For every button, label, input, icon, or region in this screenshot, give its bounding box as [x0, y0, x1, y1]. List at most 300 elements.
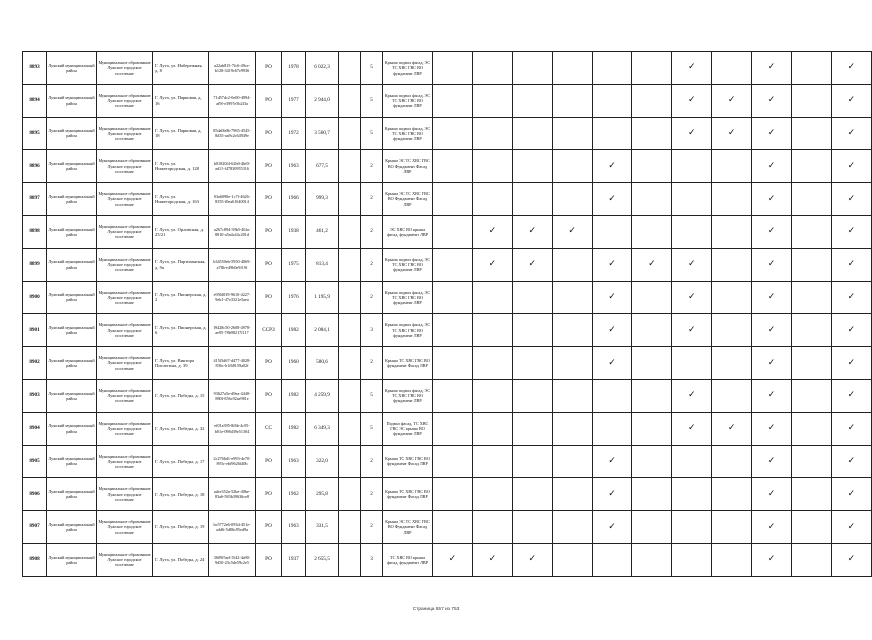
year-cell: 1975	[282, 248, 306, 281]
blank-cell	[339, 445, 361, 478]
checkmark-cell: ✓	[632, 248, 672, 281]
checkmark-cell	[552, 478, 592, 511]
floors-cell: 5	[361, 52, 383, 85]
checkmark-cell: ✓	[512, 248, 552, 281]
checkmark-cell	[552, 511, 592, 544]
checkmark-cell	[792, 379, 832, 412]
checkmark-cell: ✓	[752, 379, 792, 412]
checkmark-cell: ✓	[592, 314, 632, 347]
area-cell: 2 084,1	[306, 314, 339, 347]
checkmark-cell	[472, 281, 512, 314]
checkmark-cell	[472, 52, 512, 85]
checkmark-cell	[433, 412, 473, 445]
checkmark-cell: ✓	[831, 117, 871, 150]
guid-cell: 85da0b0b-7965-4545-8d35-aa9c2c64949e	[209, 117, 256, 150]
blank-cell	[339, 379, 361, 412]
blank-cell	[339, 215, 361, 248]
checkmark-cell	[792, 478, 832, 511]
municipality-cell: Муниципальное образование Лужское городское поселение	[97, 478, 153, 511]
year-cell: 1978	[282, 52, 306, 85]
area-cell: 2 655,5	[306, 543, 339, 576]
municipality-cell: Муниципальное образование Лужское городское поселение	[97, 314, 153, 347]
checkmark-cell	[433, 117, 473, 150]
address-cell: Г. Луга, ул. Орловская, д. 25/21	[153, 215, 209, 248]
municipality-cell: Муниципальное образование Лужское городское поселение	[97, 52, 153, 85]
blank-cell	[339, 478, 361, 511]
year-cell: 1982	[282, 379, 306, 412]
year-cell: 1938	[282, 215, 306, 248]
row-number: 8896	[23, 150, 47, 183]
checkmark-cell	[472, 84, 512, 117]
checkmark-cell: ✓	[592, 347, 632, 380]
checkmark-cell	[552, 183, 592, 216]
checkmark-cell	[472, 150, 512, 183]
checkmark-cell	[552, 445, 592, 478]
floors-cell: 2	[361, 445, 383, 478]
checkmark-cell	[632, 215, 672, 248]
blank-cell	[339, 281, 361, 314]
checkmark-cell: ✓	[552, 215, 592, 248]
checkmark-cell	[512, 347, 552, 380]
checkmark-cell: ✓	[752, 215, 792, 248]
fund-type-cell: РО	[256, 117, 282, 150]
checkmark-cell: ✓	[512, 215, 552, 248]
checkmark-cell: ✓	[672, 117, 712, 150]
floors-cell: 5	[361, 84, 383, 117]
district-cell: Лужский муниципальный район	[47, 478, 97, 511]
area-cell: 677,5	[306, 150, 339, 183]
district-cell: Лужский муниципальный район	[47, 314, 97, 347]
checkmark-cell	[552, 314, 592, 347]
district-cell: Лужский муниципальный район	[47, 412, 97, 445]
checkmark-cell: ✓	[831, 347, 871, 380]
checkmark-cell	[792, 412, 832, 445]
fund-type-cell: РО	[256, 281, 282, 314]
checkmark-cell: ✓	[831, 52, 871, 85]
floors-cell: 2	[361, 478, 383, 511]
checkmark-cell	[433, 150, 473, 183]
guid-cell: 03a6090e-1c7f-4626-8355-f0ea61640014	[209, 183, 256, 216]
fund-type-cell: РО	[256, 445, 282, 478]
checkmark-cell	[433, 347, 473, 380]
checkmark-cell	[632, 52, 672, 85]
year-cell: 1976	[282, 281, 306, 314]
checkmark-cell	[592, 543, 632, 576]
checkmark-cell	[592, 215, 632, 248]
checkmark-cell: ✓	[472, 248, 512, 281]
checkmark-cell	[472, 379, 512, 412]
checkmark-cell: ✓	[592, 511, 632, 544]
area-cell: 6 349,3	[306, 412, 339, 445]
checkmark-cell	[552, 150, 592, 183]
checkmark-cell	[472, 412, 512, 445]
checkmark-cell	[712, 281, 752, 314]
floors-cell: 2	[361, 215, 383, 248]
checkmark-cell	[433, 511, 473, 544]
floors-cell: 2	[361, 281, 383, 314]
checkmark-cell	[433, 445, 473, 478]
municipality-cell: Муниципальное образование Лужское городское поселение	[97, 379, 153, 412]
works-cell: Крыша подвал фасад, ЭС ТС ХВС ГВС ВО фундамент ЛВР	[383, 117, 433, 150]
checkmark-cell	[552, 52, 592, 85]
year-cell: 1963	[282, 511, 306, 544]
district-cell: Лужский муниципальный район	[47, 183, 97, 216]
checkmark-cell	[712, 379, 752, 412]
checkmark-cell	[712, 52, 752, 85]
checkmark-cell	[792, 215, 832, 248]
checkmark-cell	[512, 84, 552, 117]
checkmark-cell	[512, 314, 552, 347]
checkmark-cell: ✓	[592, 248, 632, 281]
table-row	[23, 117, 872, 150]
checkmark-cell: ✓	[433, 543, 473, 576]
fund-type-cell: РО	[256, 347, 282, 380]
checkmark-cell: ✓	[472, 215, 512, 248]
checkmark-cell: ✓	[752, 281, 792, 314]
checkmark-cell: ✓	[752, 543, 792, 576]
checkmark-cell	[712, 314, 752, 347]
fund-type-cell: РО	[256, 183, 282, 216]
checkmark-cell	[433, 281, 473, 314]
checkmark-cell: ✓	[672, 412, 712, 445]
municipality-cell: Муниципальное образование Лужское городское поселение	[97, 215, 153, 248]
checkmark-cell	[512, 150, 552, 183]
blank-cell	[339, 248, 361, 281]
fund-type-cell: РО	[256, 52, 282, 85]
checkmark-cell: ✓	[752, 52, 792, 85]
checkmark-cell	[552, 117, 592, 150]
works-cell: ТС ХВС ВО крыша фасад, фундамент ЛВР	[383, 543, 433, 576]
works-cell: Крыша подвал фасад, ЭС ТС ХВС ГВС ВО фундамент ЛВР	[383, 84, 433, 117]
works-cell: Крыша подвал фасад, ЭС ТС ХВС ГВС ВО фундамент ЛВР	[383, 248, 433, 281]
checkmark-cell	[512, 379, 552, 412]
blank-cell	[339, 511, 361, 544]
municipality-cell: Муниципальное образование Лужское городское поселение	[97, 412, 153, 445]
address-cell: Г. Луга, ул. Победы, д. 17	[153, 445, 209, 478]
guid-cell: b34550eb-5950-4069-a78b-e49b0e9f19f	[209, 248, 256, 281]
checkmark-cell	[433, 215, 473, 248]
guid-cell: 2c2766d1-e993-4e70-893c-ebf9626f40b	[209, 445, 256, 478]
checkmark-cell	[672, 347, 712, 380]
address-cell: Г. Луга, ул. Парковая, д. 18	[153, 117, 209, 150]
checkmark-cell	[552, 281, 592, 314]
checkmark-cell: ✓	[831, 543, 871, 576]
blank-cell	[339, 84, 361, 117]
checkmark-cell	[632, 117, 672, 150]
table-row	[23, 379, 872, 412]
municipality-cell: Муниципальное образование Лужское городское поселение	[97, 445, 153, 478]
table-row	[23, 478, 872, 511]
checkmark-cell	[632, 511, 672, 544]
checkmark-cell	[792, 117, 832, 150]
row-number: 8902	[23, 347, 47, 380]
checkmark-cell	[672, 183, 712, 216]
floors-cell: 3	[361, 543, 383, 576]
checkmark-cell: ✓	[831, 281, 871, 314]
area-cell: 999,3	[306, 183, 339, 216]
fund-type-cell: РО	[256, 248, 282, 281]
checkmark-cell	[632, 478, 672, 511]
checkmark-cell: ✓	[831, 314, 871, 347]
floors-cell: 5	[361, 412, 383, 445]
checkmark-cell: ✓	[592, 183, 632, 216]
works-cell: Крыша подвал фасад, ЭС ТС ХВС ГВС ВО фундамент ЛВР	[383, 281, 433, 314]
checkmark-cell	[433, 52, 473, 85]
checkmark-cell: ✓	[831, 379, 871, 412]
district-cell: Лужский муниципальный район	[47, 84, 97, 117]
row-number: 8898	[23, 215, 47, 248]
year-cell: 1972	[282, 117, 306, 150]
district-cell: Лужский муниципальный район	[47, 215, 97, 248]
checkmark-cell: ✓	[752, 478, 792, 511]
blank-cell	[339, 183, 361, 216]
checkmark-cell	[792, 543, 832, 576]
checkmark-cell: ✓	[752, 183, 792, 216]
works-cell: ЭС ХВС ВО крыша фасад, фундамент ЛВР	[383, 215, 433, 248]
fund-type-cell: СС	[256, 412, 282, 445]
address-cell: Г. Луга, ул. Виктора Пислегина, д. 39	[153, 347, 209, 380]
checkmark-cell: ✓	[592, 150, 632, 183]
row-number: 8894	[23, 84, 47, 117]
checkmark-cell	[632, 314, 672, 347]
checkmark-cell: ✓	[592, 478, 632, 511]
checkmark-cell	[552, 248, 592, 281]
guid-cell: 93627a5e-d9ea-4440-880f-656c92ae981e	[209, 379, 256, 412]
guid-cell: f9428c50-2608-4978-ae95-78b98217f117	[209, 314, 256, 347]
floors-cell: 2	[361, 248, 383, 281]
checkmark-cell	[712, 150, 752, 183]
checkmark-cell	[592, 379, 632, 412]
checkmark-cell	[592, 412, 632, 445]
year-cell: 1982	[282, 412, 306, 445]
checkmark-cell	[712, 183, 752, 216]
year-cell: 1960	[282, 347, 306, 380]
checkmark-cell	[792, 511, 832, 544]
checkmark-cell	[592, 52, 632, 85]
year-cell: 1937	[282, 543, 306, 576]
year-cell: 1982	[282, 314, 306, 347]
checkmark-cell	[472, 183, 512, 216]
area-cell: 2 944,0	[306, 84, 339, 117]
checkmark-cell: ✓	[712, 117, 752, 150]
fund-type-cell: ССРЗ	[256, 314, 282, 347]
works-cell: Крыша подвал фасад, ЭС ТС ХВС ГВС ВО фундамент ЛВР	[383, 52, 433, 85]
checkmark-cell	[552, 347, 592, 380]
address-cell: Г. Луга, ул. Победы, д. 32	[153, 412, 209, 445]
table-row	[23, 445, 872, 478]
checkmark-cell	[512, 117, 552, 150]
table-row	[23, 215, 872, 248]
guid-cell: e956f039-9610-4227-9eb1-47e3321e5aea	[209, 281, 256, 314]
fund-type-cell: РО	[256, 215, 282, 248]
guid-cell: bc5772e6-093d-451e-a4d6-5d86c95ed9a	[209, 511, 256, 544]
floors-cell: 3	[361, 314, 383, 347]
checkmark-cell	[472, 478, 512, 511]
checkmark-cell	[672, 478, 712, 511]
year-cell: 1963	[282, 150, 306, 183]
row-number: 8900	[23, 281, 47, 314]
row-number: 8901	[23, 314, 47, 347]
municipality-cell: Муниципальное образование Лужское городское поселение	[97, 281, 153, 314]
checkmark-cell: ✓	[712, 84, 752, 117]
area-cell: 6 022,3	[306, 52, 339, 85]
area-cell: 295,8	[306, 478, 339, 511]
floors-cell: 2	[361, 150, 383, 183]
area-cell: 813,4	[306, 248, 339, 281]
checkmark-cell	[632, 379, 672, 412]
checkmark-cell	[712, 215, 752, 248]
row-number: 8908	[23, 543, 47, 576]
checkmark-cell	[433, 314, 473, 347]
checkmark-cell	[592, 117, 632, 150]
checkmark-cell	[712, 445, 752, 478]
checkmark-cell: ✓	[752, 117, 792, 150]
floors-cell: 5	[361, 379, 383, 412]
checkmark-cell	[632, 412, 672, 445]
address-cell: Г. Луга, ул. Партизанская, д. 9а	[153, 248, 209, 281]
table-row	[23, 543, 872, 576]
municipality-cell: Муниципальное образование Лужское городское поселение	[97, 183, 153, 216]
guid-cell: a267c894-39b5-46fa-8810-a5a4c44c201d	[209, 215, 256, 248]
checkmark-cell	[512, 52, 552, 85]
checkmark-cell: ✓	[831, 215, 871, 248]
blank-cell	[339, 314, 361, 347]
area-cell: 461,2	[306, 215, 339, 248]
checkmark-cell	[512, 445, 552, 478]
row-number: 8905	[23, 445, 47, 478]
checkmark-cell	[712, 347, 752, 380]
table-row	[23, 314, 872, 347]
checkmark-cell	[632, 445, 672, 478]
checkmark-cell	[552, 379, 592, 412]
works-cell: Подвал фасад, ТС ХВС ГВС ЭС крыша ВО фундамент ЛВР	[383, 412, 433, 445]
page-number-footer: Страница 557 из 753	[412, 607, 460, 612]
works-cell: Крыша подвал фасад, ЭС ТС ХВС ГВС ВО фундамент ЛВР	[383, 314, 433, 347]
checkmark-cell: ✓	[831, 84, 871, 117]
floors-cell: 2	[361, 511, 383, 544]
municipality-cell: Муниципальное образование Лужское городское поселение	[97, 511, 153, 544]
checkmark-cell: ✓	[831, 150, 871, 183]
area-cell: 580,6	[306, 347, 339, 380]
checkmark-cell	[592, 84, 632, 117]
blank-cell	[339, 543, 361, 576]
row-number: 8904	[23, 412, 47, 445]
district-cell: Лужский муниципальный район	[47, 347, 97, 380]
checkmark-cell	[632, 150, 672, 183]
checkmark-cell: ✓	[831, 445, 871, 478]
floors-cell: 5	[361, 117, 383, 150]
row-number: 8903	[23, 379, 47, 412]
fund-type-cell: РО	[256, 511, 282, 544]
fund-type-cell: РО	[256, 150, 282, 183]
checkmark-cell	[632, 84, 672, 117]
table-row	[23, 511, 872, 544]
year-cell: 1966	[282, 183, 306, 216]
district-cell: Лужский муниципальный район	[47, 543, 97, 576]
municipality-cell: Муниципальное образование Лужское городское поселение	[97, 150, 153, 183]
checkmark-cell	[632, 543, 672, 576]
row-number: 8895	[23, 117, 47, 150]
checkmark-cell: ✓	[752, 511, 792, 544]
checkmark-cell: ✓	[592, 281, 632, 314]
checkmark-cell	[672, 445, 712, 478]
checkmark-cell	[792, 52, 832, 85]
row-number: 8897	[23, 183, 47, 216]
checkmark-cell	[792, 84, 832, 117]
checkmark-cell	[672, 215, 712, 248]
checkmark-cell	[712, 248, 752, 281]
table-row	[23, 150, 872, 183]
blank-cell	[339, 52, 361, 85]
checkmark-cell	[672, 543, 712, 576]
checkmark-cell	[712, 478, 752, 511]
checkmark-cell	[792, 248, 832, 281]
address-cell: Г. Луга, ул. Пионерская, д. 6	[153, 314, 209, 347]
address-cell: Г. Луга, ул. Пионерская, д. 2	[153, 281, 209, 314]
checkmark-cell	[512, 183, 552, 216]
checkmark-cell: ✓	[831, 511, 871, 544]
blank-cell	[339, 347, 361, 380]
fund-type-cell: РО	[256, 84, 282, 117]
district-cell: Лужский муниципальный район	[47, 248, 97, 281]
works-cell: Крыша ЭС ТС ХВС ГВС ВО Фундамент Фасад ЛВР	[383, 183, 433, 216]
district-cell: Лужский муниципальный район	[47, 379, 97, 412]
table-row	[23, 412, 872, 445]
table-row	[23, 347, 872, 380]
blank-cell	[339, 117, 361, 150]
district-cell: Лужский муниципальный район	[47, 117, 97, 150]
checkmark-cell: ✓	[512, 543, 552, 576]
checkmark-cell	[552, 543, 592, 576]
checkmark-cell: ✓	[831, 478, 871, 511]
checkmark-cell	[512, 281, 552, 314]
housing-register-table	[22, 51, 872, 577]
district-cell: Лужский муниципальный район	[47, 52, 97, 85]
table-row	[23, 248, 872, 281]
checkmark-cell: ✓	[752, 314, 792, 347]
works-cell: Крыша ЭС ТС ХВС ГВС ВО Фундамент Фасад ЛВР	[383, 150, 433, 183]
checkmark-cell	[472, 511, 512, 544]
district-cell: Лужский муниципальный район	[47, 511, 97, 544]
municipality-cell: Муниципальное образование Лужское городское поселение	[97, 84, 153, 117]
checkmark-cell: ✓	[752, 347, 792, 380]
checkmark-cell: ✓	[672, 281, 712, 314]
checkmark-cell: ✓	[712, 412, 752, 445]
checkmark-cell: ✓	[592, 445, 632, 478]
blank-cell	[339, 412, 361, 445]
checkmark-cell: ✓	[672, 84, 712, 117]
year-cell: 1963	[282, 445, 306, 478]
area-cell: 1 195,9	[306, 281, 339, 314]
floors-cell: 2	[361, 183, 383, 216]
checkmark-cell	[472, 117, 512, 150]
works-cell: Крыша ТС ХВС ГВС ВО фундамент Фасад ЛВР	[383, 347, 433, 380]
fund-type-cell: РО	[256, 478, 282, 511]
checkmark-cell	[672, 511, 712, 544]
table-row	[23, 281, 872, 314]
year-cell: 1977	[282, 84, 306, 117]
checkmark-cell	[472, 445, 512, 478]
works-cell: Крыша подвал фасад, ЭС ТС ХВС ГВС ВО фундамент ЛВР	[383, 379, 433, 412]
checkmark-cell: ✓	[672, 314, 712, 347]
checkmark-cell	[433, 379, 473, 412]
district-cell: Лужский муниципальный район	[47, 150, 97, 183]
row-number: 8899	[23, 248, 47, 281]
guid-cell: 415f5d67-d477-4028-836c-b1f68159a02f	[209, 347, 256, 380]
district-cell: Лужский муниципальный район	[47, 445, 97, 478]
address-cell: Г. Луга, ул. Нижегородская, д. 163	[153, 183, 209, 216]
checkmark-cell	[472, 314, 512, 347]
